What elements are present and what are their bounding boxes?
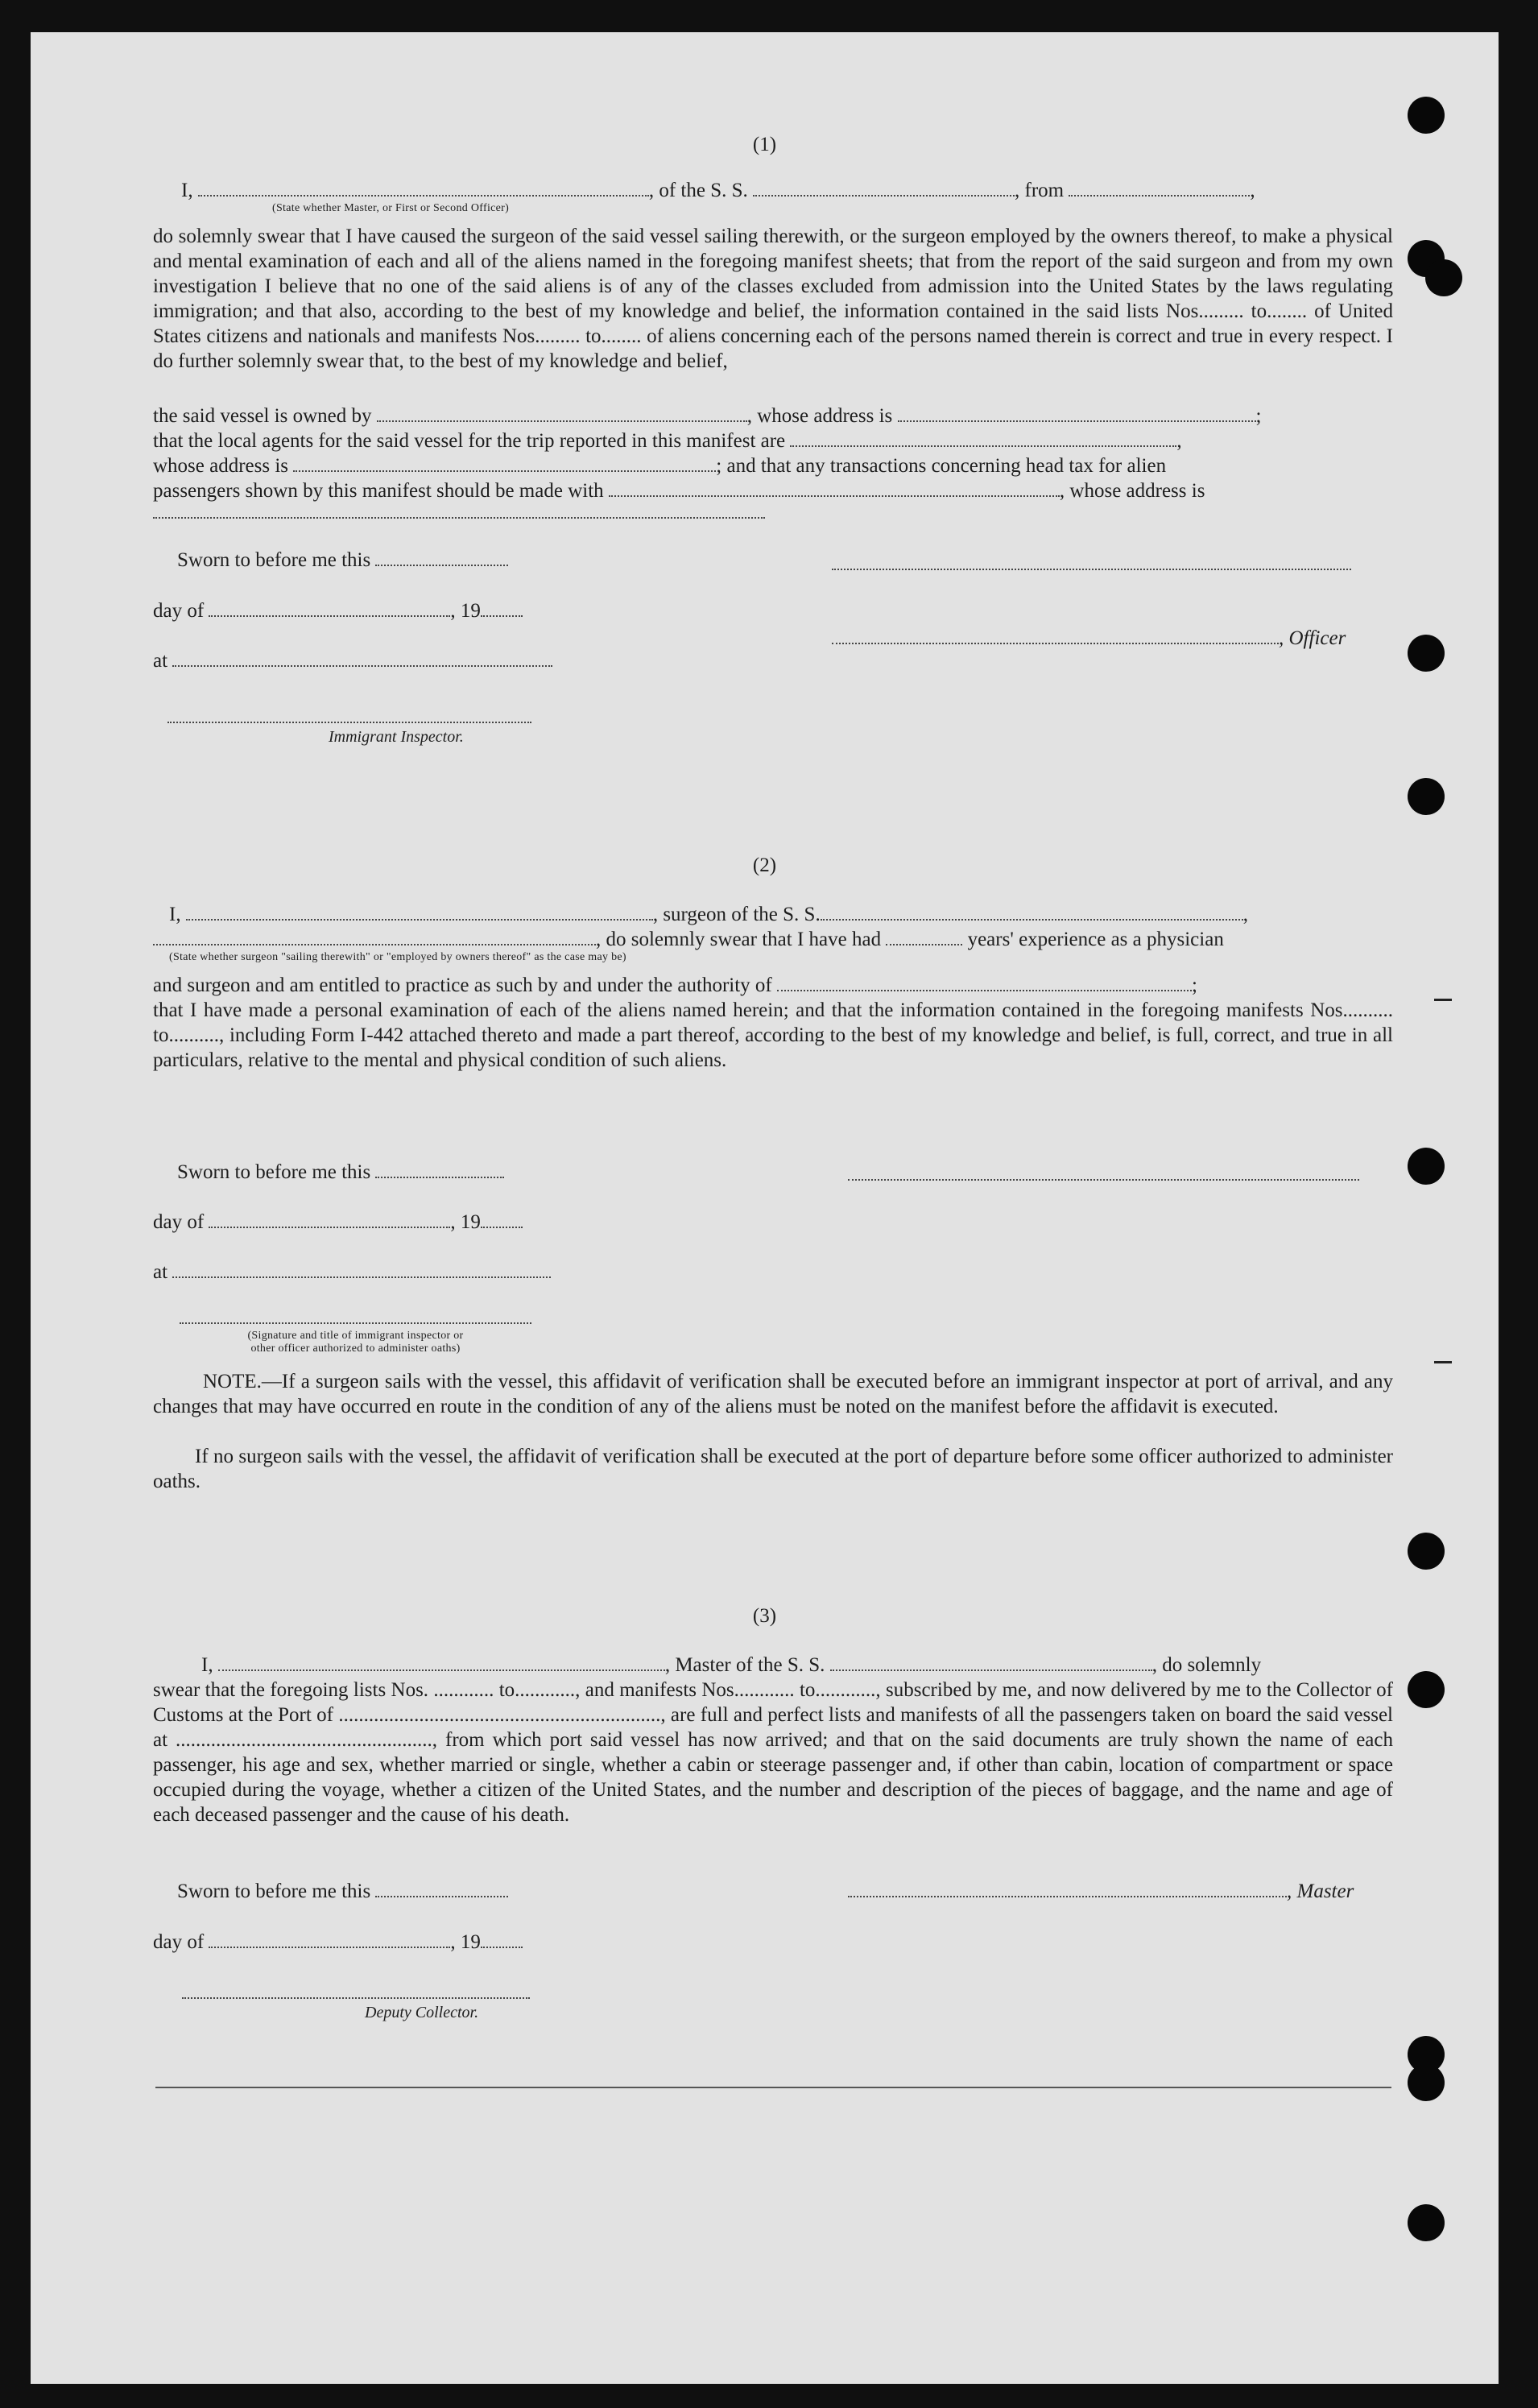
section-2-number: (2) [752, 854, 777, 876]
punch-hole [1408, 97, 1445, 134]
s3-sworn-label: Sworn to before me this [177, 1880, 371, 1902]
s3-master-label: , Master of the S. S. [664, 1654, 825, 1676]
s1-officer-field[interactable] [198, 180, 649, 197]
s1-agents-address-field[interactable] [293, 455, 716, 472]
s1-owned-label: the said vessel is owned by [153, 405, 372, 427]
s1-signature-line[interactable] [832, 567, 1351, 570]
punch-hole [1408, 635, 1445, 672]
s1-address-continuation-line[interactable] [153, 515, 765, 519]
s2-year-field[interactable] [481, 1211, 523, 1228]
s1-passengers-label: passengers shown by this manifest should be made with [153, 480, 604, 502]
s1-i-label: I, [181, 180, 193, 201]
s2-physician-text: years' experience as a physician [967, 929, 1224, 950]
s2-swear-text: , do solemnly swear that I have had [596, 929, 882, 950]
s2-authority-label: and surgeon and am entitled to practice as such by and under the authority of [153, 974, 772, 996]
s3-ship-field[interactable] [830, 1654, 1152, 1671]
s1-inspector-label: Immigrant Inspector. [329, 728, 464, 746]
s2-surgeon-label: , surgeon of the S. S. [652, 904, 821, 925]
s1-headtax-address-label: , whose address is [1059, 480, 1205, 502]
s2-sworn-label: Sworn to before me this [177, 1161, 371, 1183]
s2-at-label: at [153, 1261, 168, 1283]
s2-surgeon-name-field[interactable] [186, 904, 653, 921]
s3-master-sign-field[interactable] [848, 1880, 1287, 1897]
s3-solemnly-text: , do solemnly [1151, 1654, 1262, 1676]
punch-hole [1408, 1671, 1445, 1708]
s1-comma-2: , [1176, 430, 1182, 452]
s1-sworn-day-field[interactable] [375, 549, 508, 566]
s2-day-label: day of [153, 1211, 205, 1233]
s1-day-label: day of [153, 600, 205, 622]
s2-signature-line[interactable] [848, 1177, 1359, 1181]
s2-note-text-2: If no surgeon sails with the vessel, the affidavit of verification shall be executed at the port of departure before some officer authorized to administer oaths. [153, 1446, 1393, 1492]
section-3-number: (3) [752, 1605, 777, 1627]
s1-comma: , [1250, 180, 1255, 201]
s1-officer-sign-field[interactable] [832, 627, 1279, 644]
s1-ss-label: , of the S. S. [648, 180, 748, 201]
s1-ship-field[interactable] [753, 180, 1015, 197]
s3-i-label: I, [201, 1654, 213, 1676]
s1-sworn-label: Sworn to before me this [177, 549, 371, 571]
s3-year-label: , 19 [450, 1931, 481, 1953]
s2-inspector-sign-line[interactable] [180, 1321, 531, 1324]
s2-oath-text: that I have made a personal examination of each of the aliens named herein; and that the information contained in the foregoing manifests Nos.......... to.........., including Form I-442 attached thereto and made a part thereof, according to the best of my knowledge and belief, is full, correct, and true in all particulars, relative to the mental and physical condition of such aliens. [153, 999, 1393, 1071]
scan-mark [1434, 1361, 1452, 1363]
s1-year-label: , 19 [450, 600, 481, 622]
s1-inspector-sign-line[interactable] [167, 720, 531, 723]
s1-year-field[interactable] [481, 600, 523, 617]
s3-master-name-field[interactable] [218, 1654, 665, 1671]
s1-officer-label: , Officer [1279, 627, 1346, 649]
s1-owner-field[interactable] [377, 405, 747, 422]
punch-hole [1408, 1148, 1445, 1185]
s2-authority-field[interactable] [777, 974, 1192, 991]
s2-comma: , [1242, 904, 1248, 925]
document-page [31, 32, 1499, 2384]
s3-master-sign-label: , Master [1287, 1880, 1354, 1902]
s2-surgeon-type-field[interactable] [153, 929, 596, 945]
section-1-number: (1) [752, 134, 777, 155]
s2-caption: (State whether surgeon "sailing therewith" or "employed by owners thereof" as the case may be) [169, 951, 626, 963]
s1-agents-label: that the local agents for the said vessel for the trip reported in this manifest are [153, 430, 786, 452]
punch-hole [1425, 259, 1462, 296]
s2-semicolon: ; [1192, 974, 1197, 996]
s1-at-field[interactable] [172, 650, 552, 667]
s2-ship-field[interactable] [821, 904, 1243, 921]
s1-from-field[interactable] [1069, 180, 1250, 197]
punch-hole [1408, 778, 1445, 815]
s3-sworn-day-field[interactable] [375, 1880, 508, 1897]
bottom-rule [155, 2087, 1391, 2088]
s2-note-text: NOTE.—If a surgeon sails with the vessel, this affidavit of verification shall be executed before an immigrant inspector at port of arrival, and any changes that may have occurred en route in the condition of any of the aliens must be noted on the manifest before the affidavit is executed. [153, 1371, 1393, 1417]
s1-from-label: , from [1015, 180, 1065, 201]
s2-i-label: I, [169, 904, 181, 925]
punch-hole [1408, 1533, 1445, 1570]
s1-headtax-field[interactable] [609, 480, 1060, 497]
s3-year-field[interactable] [481, 1931, 523, 1948]
s2-years-field[interactable] [886, 929, 962, 945]
s1-owner-address-label: , whose address is [746, 405, 893, 427]
s3-collector-label: Deputy Collector. [365, 2004, 479, 2021]
s1-caption: (State whether Master, or First or Second Officer) [272, 202, 510, 214]
s3-oath-text: swear that the foregoing lists Nos. ............ to............, and manifests Nos............ to............, subscribed by me, and now delivered by me to the Collector of Customs at the Port of ................................................................, are full and perfect lists and manifests of all the passengers taken on board the said vessel at ..................................................., from which port said vessel has now arrived; and that on the said documents are truly shown the name of each passenger, his age and sex, whether married or single, whether a cabin or steerage passenger and, if other than cabin, location of compartment or space occupied during the voyage, whether a citizen of the United States, and the number and description of the pieces of baggage, and the name and age of each deceased passenger and the cause of his death. [153, 1679, 1393, 1826]
s1-semicolon: ; [1255, 405, 1262, 427]
s3-month-field[interactable] [209, 1931, 450, 1948]
punch-hole [1408, 2204, 1445, 2241]
s2-year-label: , 19 [450, 1211, 481, 1233]
s1-whose-address-label: whose address is [153, 455, 289, 477]
s2-sig-caption-2: other officer authorized to administer oaths) [250, 1343, 461, 1355]
s2-sworn-day-field[interactable] [375, 1161, 504, 1178]
scan-mark [1434, 999, 1452, 1001]
s3-collector-sign-line[interactable] [182, 1996, 530, 1999]
s2-sig-caption-1: (Signature and title of immigrant inspector or [247, 1330, 464, 1342]
s1-oath-text: do solemnly swear that I have caused the surgeon of the said vessel sailing therewith, or the surgeon employed by the owners thereof, to make a physical and mental examination of each and all of the aliens named in the foregoing manifest sheets; that from the report of the said surgeon and from my own investigation I believe that no one of the said aliens is of any of the classes excluded from admission into the United States by the laws regulating immigration; and that also, according to the best of my knowledge and belief, the information contained in the said lists Nos......... to........ of United States citizens and nationals and manifests Nos......... to........ of aliens concerning each of the persons named therein is correct and true in every respect. I do further solemnly swear that, to the best of my knowledge and belief, [153, 225, 1393, 372]
s1-month-field[interactable] [209, 600, 450, 617]
s3-day-label: day of [153, 1931, 205, 1953]
s1-headtax-text: ; and that any transactions concerning head tax for alien [716, 455, 1167, 477]
s2-month-field[interactable] [209, 1211, 450, 1228]
punch-hole [1408, 2064, 1445, 2101]
s1-at-label: at [153, 650, 168, 672]
s2-at-field[interactable] [172, 1261, 551, 1278]
s1-owner-address-field[interactable] [898, 405, 1256, 422]
s1-agents-field[interactable] [790, 430, 1176, 447]
